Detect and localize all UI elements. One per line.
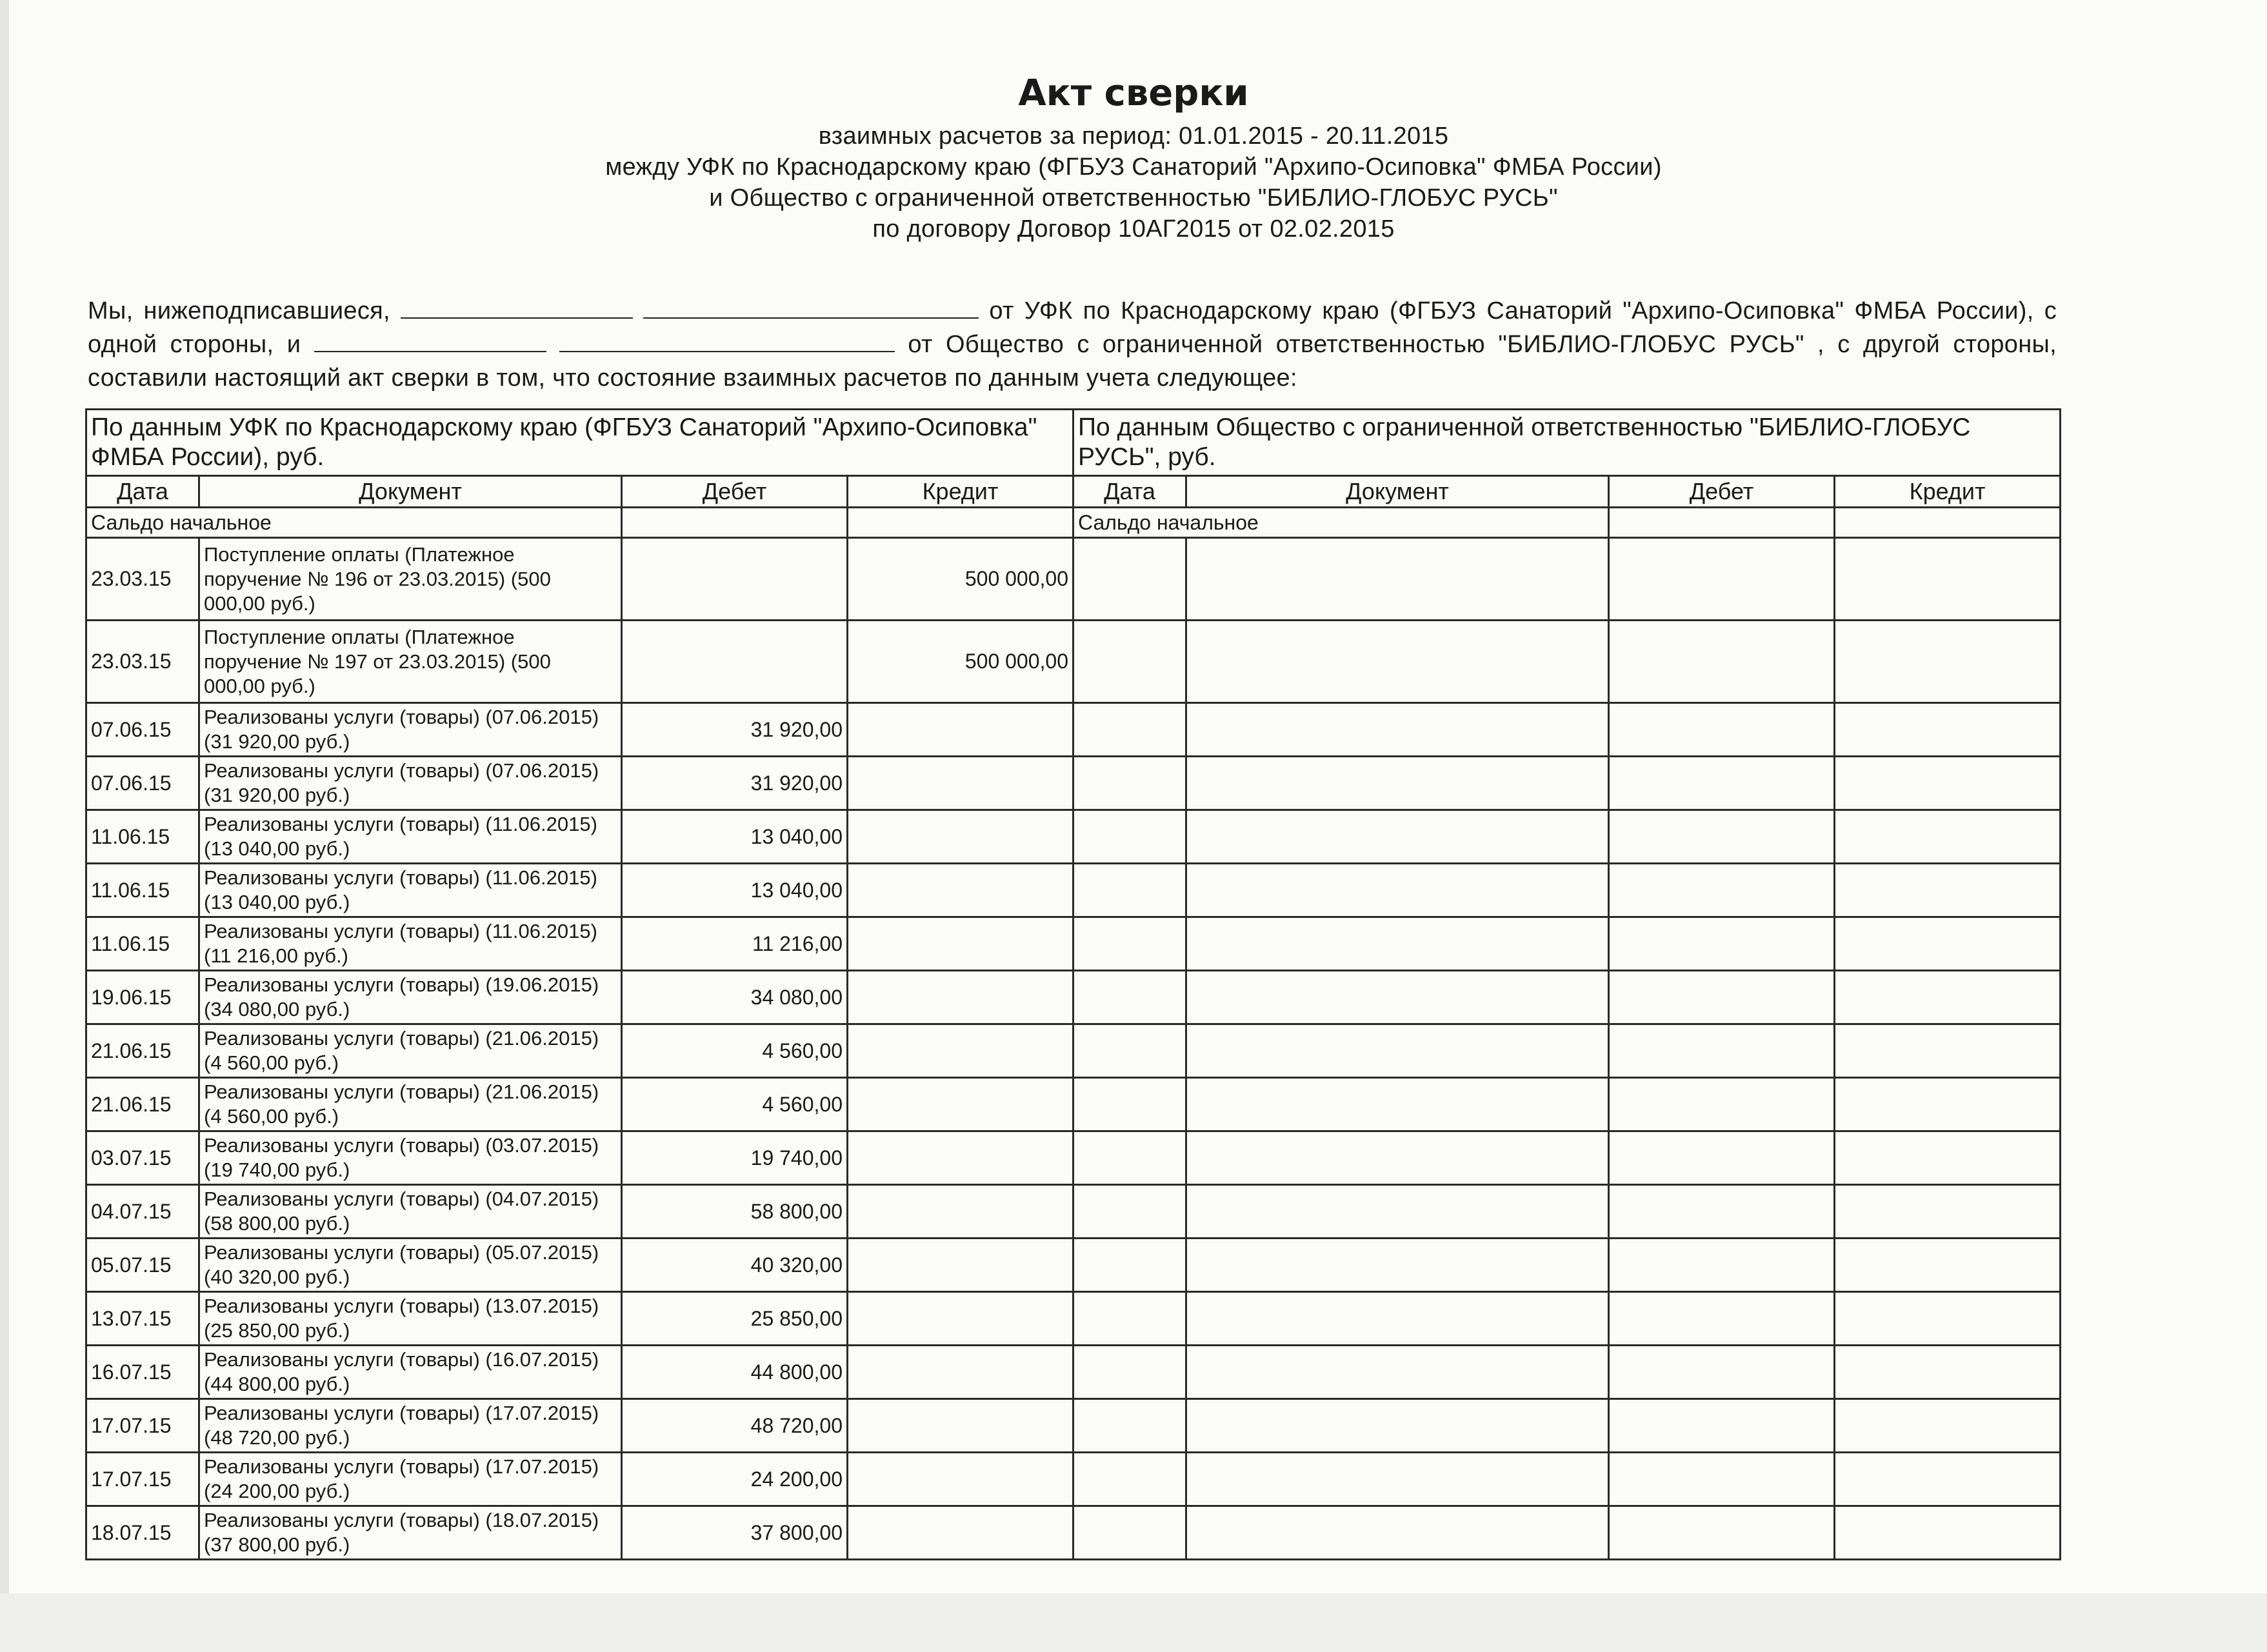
row-credit: [848, 1185, 1074, 1239]
row-credit: [848, 864, 1074, 917]
opening-credit-right: [1835, 508, 2061, 538]
row-document: Поступление оплаты (Платежное поручение № 196 от 23.03.2015) (500 000,00 руб.): [199, 538, 622, 621]
row-document: Реализованы услуги (товары) (07.06.2015) (31 920,00 руб.): [199, 757, 622, 810]
row-credit-right: [1835, 757, 2061, 810]
row-credit: [848, 1506, 1074, 1560]
row-credit-right: [1835, 1292, 2061, 1346]
row-document-right: [1186, 864, 1609, 917]
parties-line-1: между УФК по Краснодарскому краю (ФГБУЗ Санаторий "Архипо-Осиповка" ФМБА России): [605, 154, 1662, 181]
col-header-credit: Кредит: [848, 476, 1074, 508]
row-debit-right: [1609, 1346, 1835, 1399]
intro-paragraph: [88, 294, 2057, 395]
row-date: 11.06.15: [86, 917, 199, 971]
row-document: Реализованы услуги (товары) (21.06.2015) (4 560,00 руб.): [199, 1024, 622, 1078]
row-credit-right: [1835, 1078, 2061, 1131]
row-credit: [848, 1292, 1074, 1346]
row-date-right: [1074, 1506, 1186, 1560]
intro-part-2: от УФК по Краснодарскому краю (ФГБУЗ Санаторий "Архипо-Осиповка" ФМБА России), с одной стороны, и: [88, 297, 2057, 358]
row-credit-right: [1835, 621, 2061, 703]
col-header-date: Дата: [86, 476, 199, 508]
row-debit-right: [1609, 810, 1835, 864]
row-date: 16.07.15: [86, 1346, 199, 1399]
row-credit: [848, 1024, 1074, 1078]
row-credit: [848, 1399, 1074, 1453]
row-date: 23.03.15: [86, 621, 199, 703]
row-date: 11.06.15: [86, 864, 199, 917]
opening-credit-left: [848, 508, 1074, 538]
row-document: Реализованы услуги (товары) (17.07.2015) (48 720,00 руб.): [199, 1399, 622, 1453]
row-date: 05.07.15: [86, 1239, 199, 1292]
row-date-right: [1074, 1453, 1186, 1506]
row-debit-right: [1609, 1292, 1835, 1346]
row-date-right: [1074, 1131, 1186, 1185]
row-document: Реализованы услуги (товары) (13.07.2015) (25 850,00 руб.): [199, 1292, 622, 1346]
row-date-right: [1074, 1399, 1186, 1453]
row-debit: 37 800,00: [622, 1506, 848, 1560]
row-document: Реализованы услуги (товары) (05.07.2015) (40 320,00 руб.): [199, 1239, 622, 1292]
row-credit: 500 000,00: [848, 538, 1074, 621]
row-document-right: [1186, 1399, 1609, 1453]
row-credit: [848, 757, 1074, 810]
row-document: Реализованы услуги (товары) (11.06.2015) (11 216,00 руб.): [199, 917, 622, 971]
row-date: 13.07.15: [86, 1292, 199, 1346]
row-debit-right: [1609, 1185, 1835, 1239]
row-date-right: [1074, 1346, 1186, 1399]
table-row: [86, 1131, 2061, 1185]
row-document: Реализованы услуги (товары) (21.06.2015) (4 560,00 руб.): [199, 1078, 622, 1131]
row-debit: [622, 538, 848, 621]
table-row: [86, 810, 2061, 864]
table-row: [86, 1185, 2061, 1239]
table-row: [86, 1292, 2061, 1346]
opening-balance-right: Сальдо начальное: [1074, 508, 1609, 538]
row-credit: [848, 917, 1074, 971]
row-debit: 13 040,00: [622, 810, 848, 864]
row-credit-right: [1835, 1185, 2061, 1239]
row-document-right: [1186, 1131, 1609, 1185]
signature-blank-2b: [559, 332, 895, 352]
row-debit: 31 920,00: [622, 757, 848, 810]
row-credit: [848, 703, 1074, 757]
col-header-debit-right: Дебет: [1609, 476, 1835, 508]
row-credit-right: [1835, 538, 2061, 621]
row-debit: 13 040,00: [622, 864, 848, 917]
row-credit-right: [1835, 1399, 2061, 1453]
col-header-debit: Дебет: [622, 476, 848, 508]
scan-bottom-margin: [0, 1593, 2267, 1652]
table-row: [86, 757, 2061, 810]
table-row: [86, 538, 2061, 621]
row-date: 03.07.15: [86, 1131, 199, 1185]
row-date: 23.03.15: [86, 538, 199, 621]
row-date: 18.07.15: [86, 1506, 199, 1560]
row-document: Реализованы услуги (товары) (03.07.2015) (19 740,00 руб.): [199, 1131, 622, 1185]
row-document-right: [1186, 1239, 1609, 1292]
row-credit: [848, 1131, 1074, 1185]
row-document-right: [1186, 757, 1609, 810]
right-party-header: По данным Общество с ограниченной ответственностью "БИБЛИО-ГЛОБУС РУСЬ", руб.: [1074, 410, 2061, 476]
row-credit: 500 000,00: [848, 621, 1074, 703]
row-date: 07.06.15: [86, 757, 199, 810]
row-document-right: [1186, 1346, 1609, 1399]
row-document-right: [1186, 703, 1609, 757]
row-date: 07.06.15: [86, 703, 199, 757]
row-date-right: [1074, 1024, 1186, 1078]
signature-blank-1b: [643, 298, 979, 319]
contract-line: по договору Договор 10АГ2015 от 02.02.2015: [872, 215, 1395, 243]
row-document: Реализованы услуги (товары) (07.06.2015) (31 920,00 руб.): [199, 703, 622, 757]
row-credit-right: [1835, 864, 2061, 917]
row-document-right: [1186, 917, 1609, 971]
row-credit-right: [1835, 703, 2061, 757]
row-date: 04.07.15: [86, 1185, 199, 1239]
row-document: Поступление оплаты (Платежное поручение № 197 от 23.03.2015) (500 000,00 руб.): [199, 621, 622, 703]
row-credit-right: [1835, 810, 2061, 864]
opening-balance-left: Сальдо начальное: [86, 508, 622, 538]
row-debit: 58 800,00: [622, 1185, 848, 1239]
row-document-right: [1186, 538, 1609, 621]
row-document-right: [1186, 1292, 1609, 1346]
intro-part-1: Мы, нижеподписавшиеся,: [88, 297, 390, 324]
row-date-right: [1074, 810, 1186, 864]
row-document: Реализованы услуги (товары) (16.07.2015) (44 800,00 руб.): [199, 1346, 622, 1399]
row-debit-right: [1609, 1453, 1835, 1506]
row-document-right: [1186, 1024, 1609, 1078]
row-debit-right: [1609, 538, 1835, 621]
row-debit: 40 320,00: [622, 1239, 848, 1292]
opening-debit-right: [1609, 508, 1835, 538]
row-debit: 48 720,00: [622, 1399, 848, 1453]
row-date-right: [1074, 864, 1186, 917]
row-date-right: [1074, 917, 1186, 971]
row-date: 11.06.15: [86, 810, 199, 864]
col-header-document: Документ: [199, 476, 622, 508]
table-row: [86, 1024, 2061, 1078]
row-document-right: [1186, 1078, 1609, 1131]
row-debit: [622, 621, 848, 703]
row-debit-right: [1609, 1078, 1835, 1131]
row-document: Реализованы услуги (товары) (11.06.2015) (13 040,00 руб.): [199, 810, 622, 864]
period-line: взаимных расчетов за период: 01.01.2015 - 20.11.2015: [818, 123, 1449, 150]
row-debit-right: [1609, 971, 1835, 1024]
row-document-right: [1186, 1185, 1609, 1239]
row-date: 21.06.15: [86, 1024, 199, 1078]
row-date: 17.07.15: [86, 1399, 199, 1453]
table-row: [86, 1346, 2061, 1399]
left-party-header: По данным УФК по Краснодарскому краю (ФГБУЗ Санаторий "Архипо-Осиповка" ФМБА России), руб.: [86, 410, 1074, 476]
row-debit: 19 740,00: [622, 1131, 848, 1185]
row-document: Реализованы услуги (товары) (17.07.2015) (24 200,00 руб.): [199, 1453, 622, 1506]
row-debit: 24 200,00: [622, 1453, 848, 1506]
row-debit-right: [1609, 1131, 1835, 1185]
row-date-right: [1074, 757, 1186, 810]
row-document: Реализованы услуги (товары) (04.07.2015) (58 800,00 руб.): [199, 1185, 622, 1239]
row-debit: 4 560,00: [622, 1078, 848, 1131]
row-debit: 4 560,00: [622, 1024, 848, 1078]
row-credit: [848, 1078, 1074, 1131]
row-debit: 25 850,00: [622, 1292, 848, 1346]
row-debit-right: [1609, 917, 1835, 971]
col-header-document-right: Документ: [1186, 476, 1609, 508]
row-credit-right: [1835, 1453, 2061, 1506]
row-credit-right: [1835, 1239, 2061, 1292]
row-debit-right: [1609, 1239, 1835, 1292]
col-header-date-right: Дата: [1074, 476, 1186, 508]
scan-edge: [0, 0, 9, 1652]
row-document-right: [1186, 810, 1609, 864]
row-debit: 44 800,00: [622, 1346, 848, 1399]
row-date-right: [1074, 621, 1186, 703]
row-document-right: [1186, 1453, 1609, 1506]
row-date-right: [1074, 971, 1186, 1024]
row-date: 21.06.15: [86, 1078, 199, 1131]
row-debit-right: [1609, 1024, 1835, 1078]
row-debit-right: [1609, 1506, 1835, 1560]
row-credit: [848, 810, 1074, 864]
table-row: [86, 1506, 2061, 1560]
table-row: [86, 917, 2061, 971]
row-debit-right: [1609, 864, 1835, 917]
row-date-right: [1074, 1292, 1186, 1346]
parties-line-2: и Общество с ограниченной ответственностью "БИБЛИО-ГЛОБУС РУСЬ": [709, 184, 1558, 212]
row-debit-right: [1609, 621, 1835, 703]
row-document-right: [1186, 971, 1609, 1024]
row-debit-right: [1609, 757, 1835, 810]
table-row: [86, 1078, 2061, 1131]
row-debit: 31 920,00: [622, 703, 848, 757]
row-credit: [848, 1453, 1074, 1506]
row-debit: 34 080,00: [622, 971, 848, 1024]
row-date: 19.06.15: [86, 971, 199, 1024]
table-row: [86, 1453, 2061, 1506]
row-date-right: [1074, 1239, 1186, 1292]
table-row: [86, 1239, 2061, 1292]
row-debit-right: [1609, 703, 1835, 757]
row-date: 17.07.15: [86, 1453, 199, 1506]
intro-part-3: от Общество с ограниченной ответственностью "БИБЛИО-ГЛОБУС РУСЬ" , с другой стороны, составили настоящий акт сверки в том, что состояние взаимных расчетов по данным учета следующее:: [88, 331, 2057, 392]
table-row: [86, 1399, 2061, 1453]
row-debit-right: [1609, 1399, 1835, 1453]
col-header-credit-right: Кредит: [1835, 476, 2061, 508]
row-credit: [848, 1346, 1074, 1399]
signature-blank-2a: [314, 332, 546, 352]
table-row: [86, 621, 2061, 703]
table-row: [86, 864, 2061, 917]
reconciliation-table: [85, 408, 2061, 1560]
row-credit: [848, 1239, 1074, 1292]
table-row: [86, 703, 2061, 757]
row-credit-right: [1835, 1024, 2061, 1078]
row-date-right: [1074, 538, 1186, 621]
row-credit-right: [1835, 1506, 2061, 1560]
row-document: Реализованы услуги (товары) (19.06.2015) (34 080,00 руб.): [199, 971, 622, 1024]
row-date-right: [1074, 703, 1186, 757]
row-debit: 11 216,00: [622, 917, 848, 971]
table-row: [86, 971, 2061, 1024]
row-document-right: [1186, 1506, 1609, 1560]
row-credit-right: [1835, 1131, 2061, 1185]
signature-blank-1a: [401, 298, 633, 319]
row-credit-right: [1835, 1346, 2061, 1399]
row-document: Реализованы услуги (товары) (18.07.2015) (37 800,00 руб.): [199, 1506, 622, 1560]
row-document: Реализованы услуги (товары) (11.06.2015) (13 040,00 руб.): [199, 864, 622, 917]
opening-debit-left: [622, 508, 848, 538]
row-credit-right: [1835, 917, 2061, 971]
row-credit: [848, 971, 1074, 1024]
row-document-right: [1186, 621, 1609, 703]
row-date-right: [1074, 1078, 1186, 1131]
document-title: Акт сверки: [1018, 72, 1249, 114]
row-date-right: [1074, 1185, 1186, 1239]
row-credit-right: [1835, 971, 2061, 1024]
